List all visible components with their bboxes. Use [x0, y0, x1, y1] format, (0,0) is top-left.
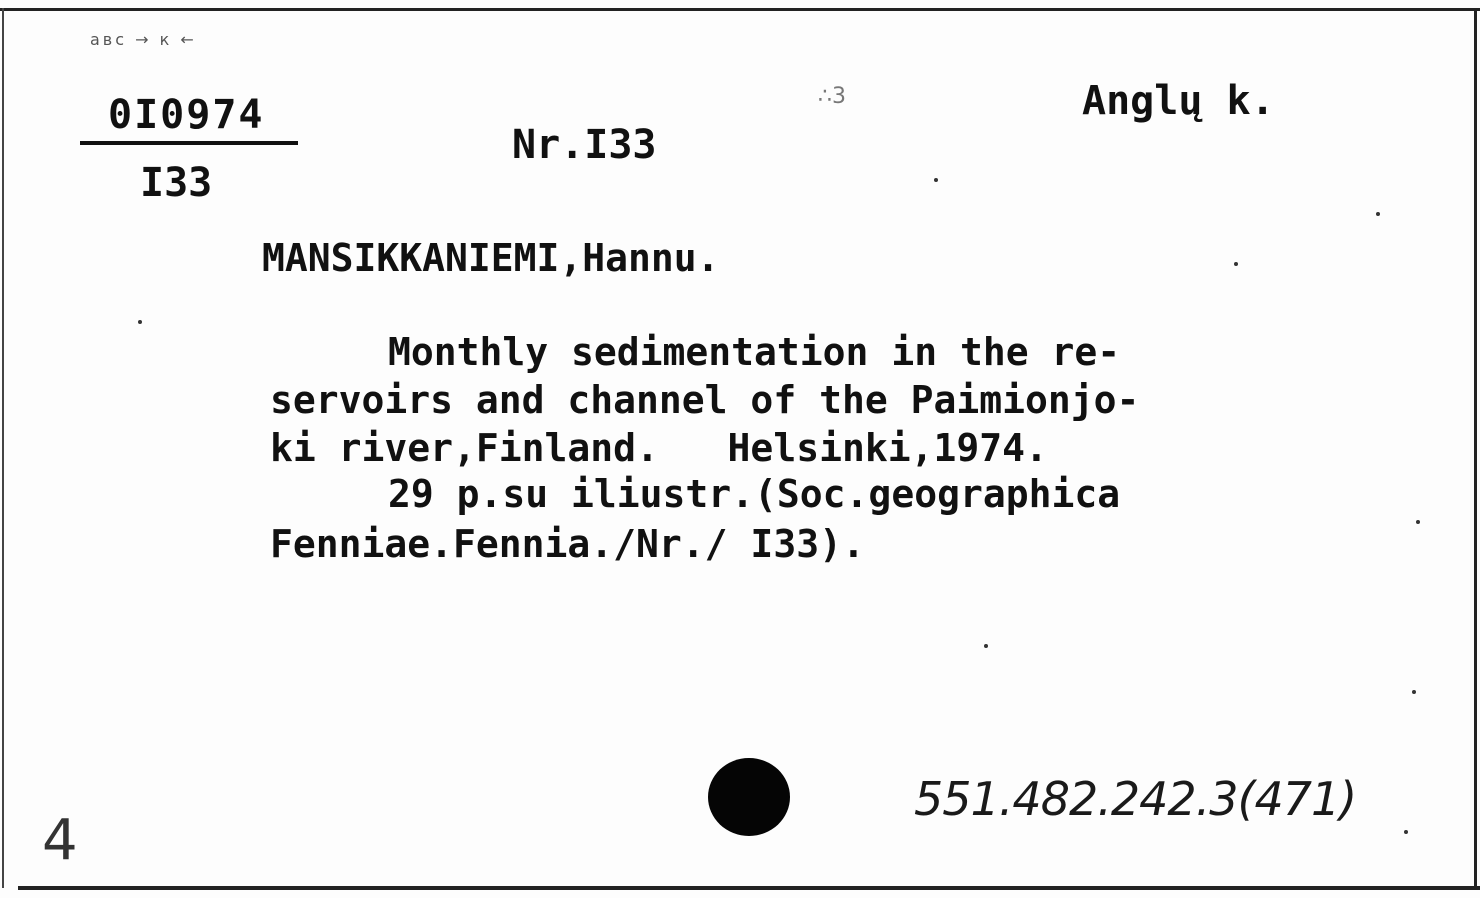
udc-classification: 551.482.242.3(471)	[914, 772, 1357, 826]
top-scribble: авс → к ←	[90, 30, 197, 49]
speck	[1412, 690, 1416, 694]
series-line: Fenniae.Fennia./Nr./ I33).	[270, 522, 865, 566]
speck	[934, 178, 938, 182]
title-line-1: Monthly sedimentation in the re-	[388, 330, 1121, 374]
title-line-2: servoirs and channel of the Paimionjo-	[270, 378, 1140, 422]
card-top-border	[0, 8, 1480, 11]
speck	[1376, 212, 1380, 216]
card-left-border	[2, 8, 4, 888]
author-heading: MANSIKKANIEMI,Hannu.	[262, 236, 720, 280]
pencil-mark: ∴3	[818, 84, 846, 109]
card-bottom-border	[18, 886, 1480, 890]
title-line-3: ki river,Finland. Helsinki,1974.	[270, 426, 1048, 470]
speck	[984, 644, 988, 648]
accession-number: 0I0974	[108, 92, 265, 138]
accession-underline	[80, 141, 298, 145]
language-note: Anglų k.	[1082, 78, 1275, 124]
card-right-border	[1474, 8, 1477, 888]
speck	[138, 320, 142, 324]
corner-mark: 4	[42, 808, 78, 873]
shelf-number: I33	[140, 160, 213, 206]
speck	[1404, 830, 1408, 834]
collation-line: 29 p.su iliustr.(Soc.geographica	[388, 472, 1121, 516]
series-number: Nr.I33	[512, 122, 657, 168]
punch-hole	[708, 758, 790, 836]
speck	[1234, 262, 1238, 266]
speck	[1416, 520, 1420, 524]
